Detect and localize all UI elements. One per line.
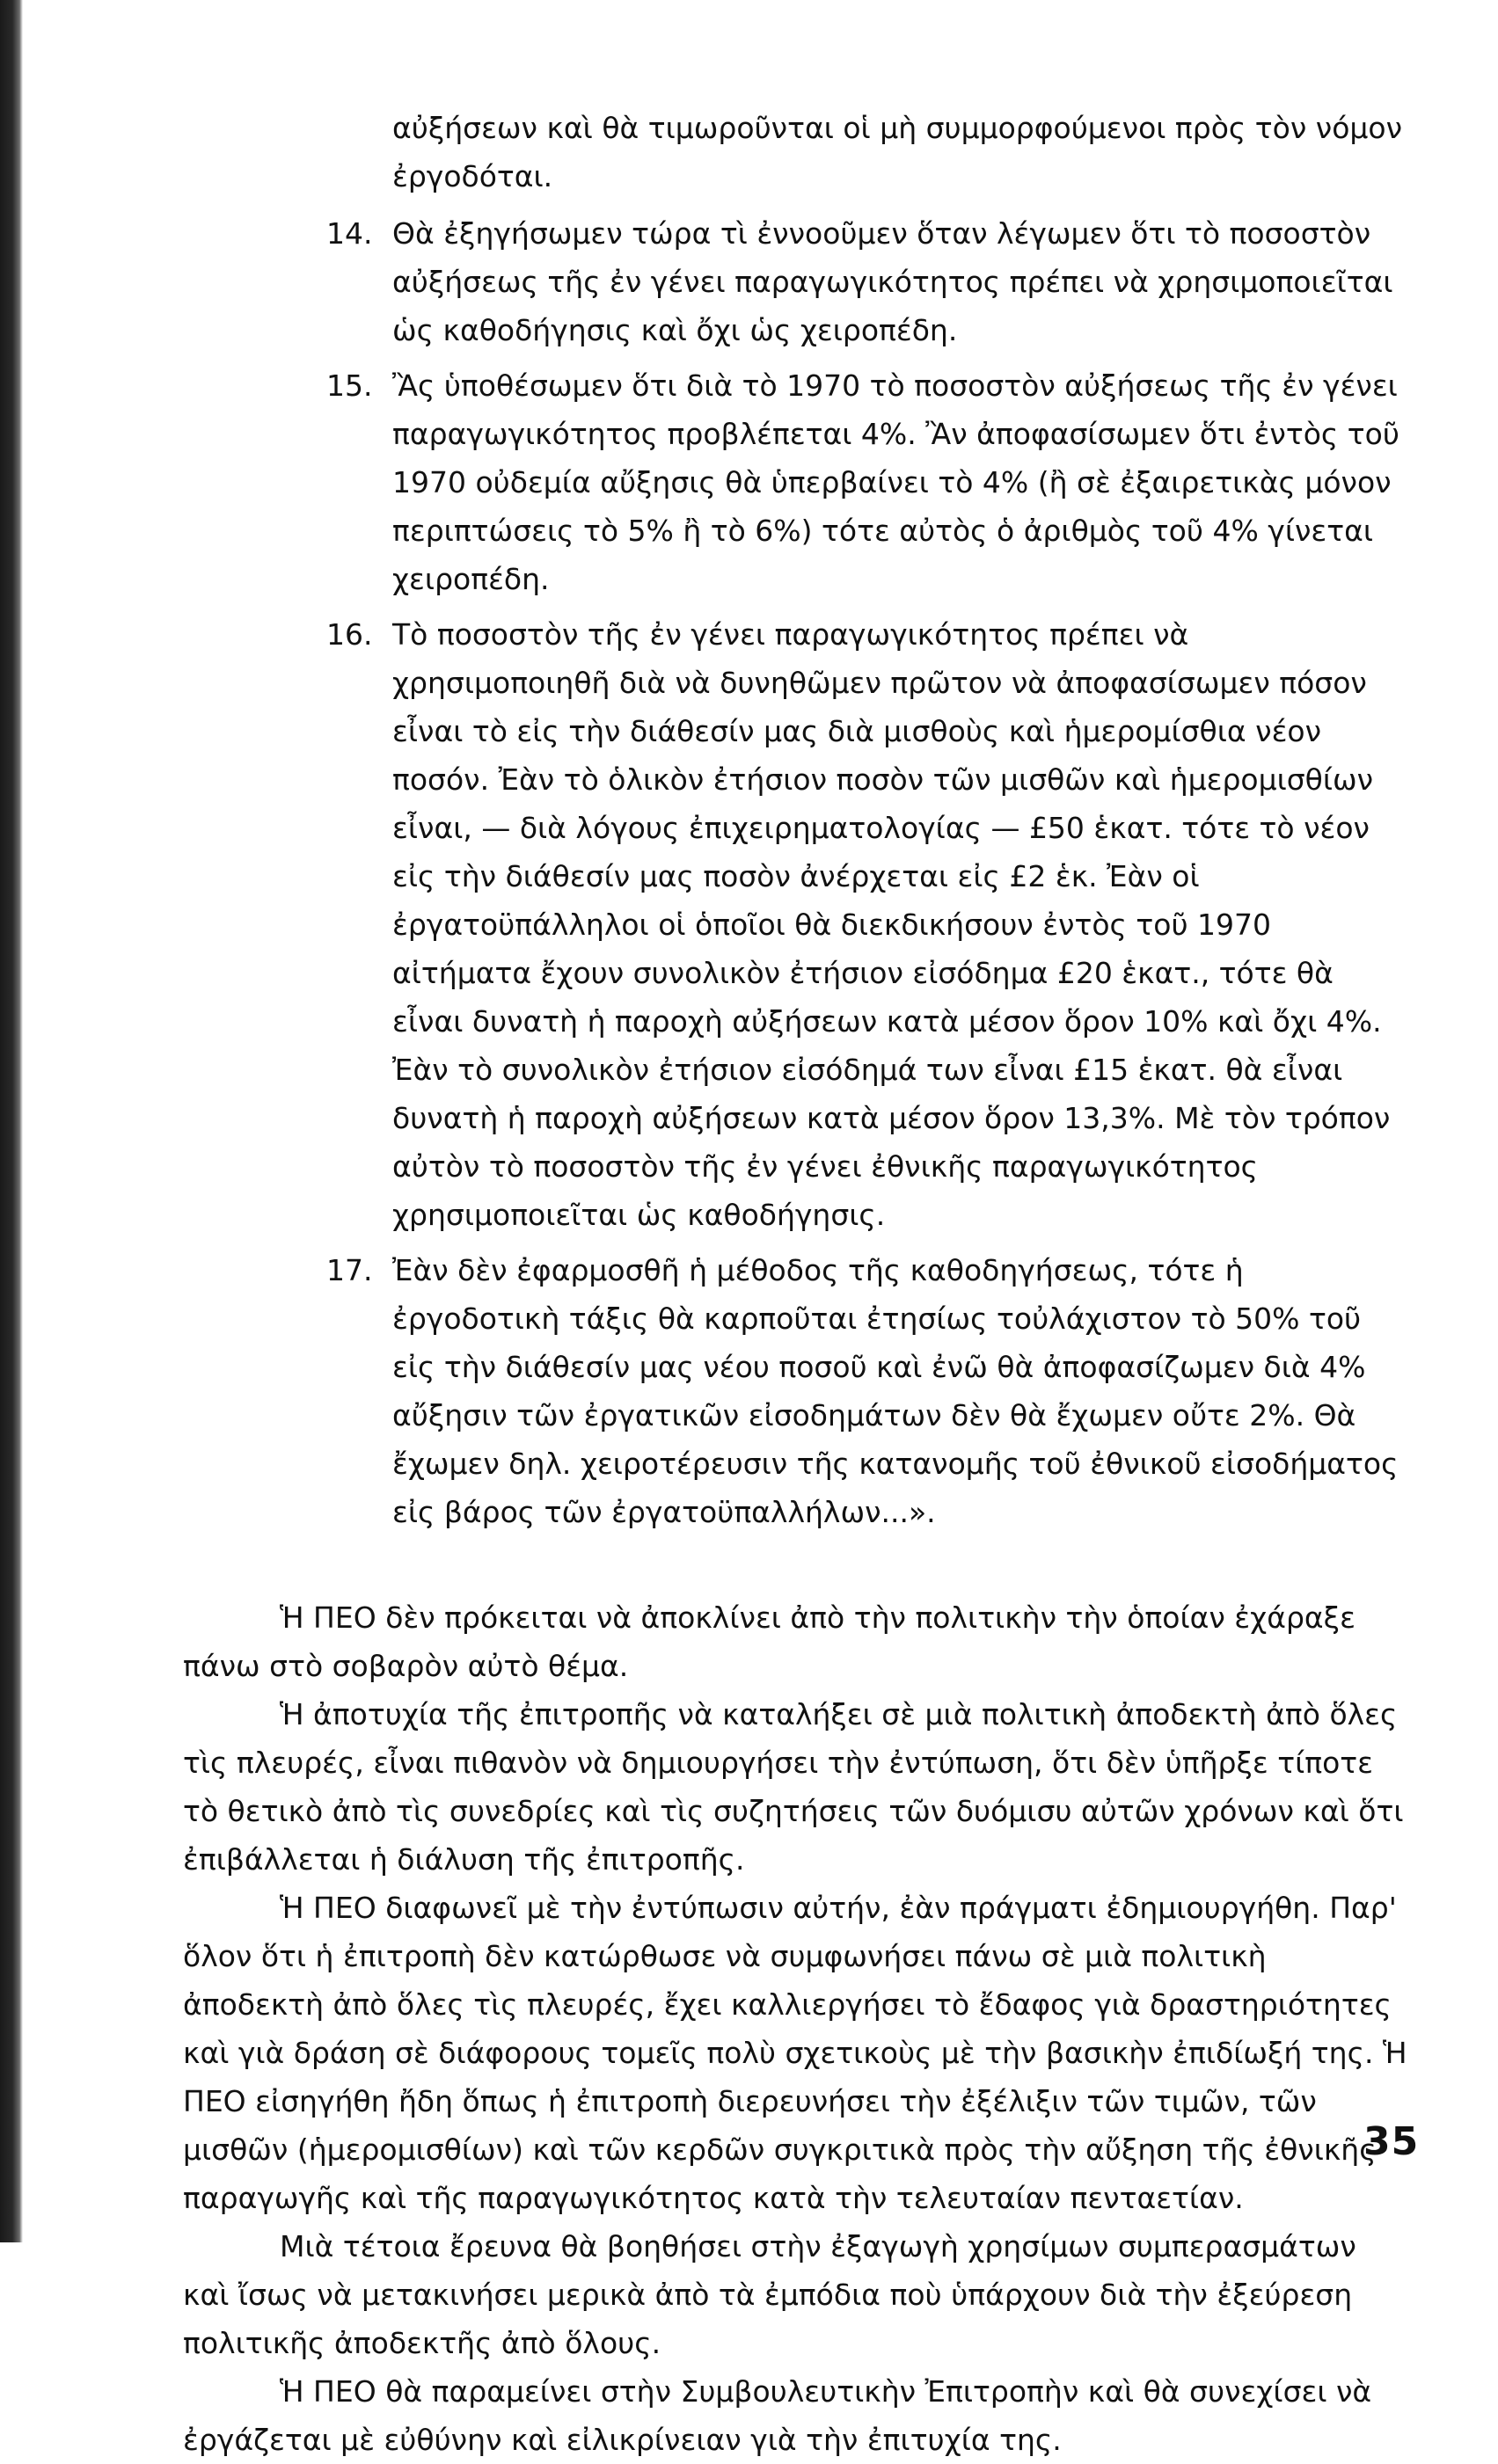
list-item-17 (326, 1246, 1409, 1536)
item-text: Θὰ ἐξηγήσωμεν τώρα τὶ ἐννοοῦμεν ὅταν λέγωμεν ὅτι τὸ ποσοστὸν αὐξήσεως τῆς ἐν γένει παραγωγικότητος πρέπει νὰ χρησιμοποιεῖται ὡς καθοδήγησις καὶ ὄχι ὡς χειροπέδη. (392, 216, 1393, 347)
continuation-paragraph: αὐξήσεων καὶ θὰ τιμωροῦνται οἱ μὴ συμμορφούμενοι πρὸς τὸν νόμον ἐργοδόται. (392, 111, 1403, 193)
body-paragraph: Ἡ ΠΕΟ δὲν πρόκειται νὰ ἀποκλίνει ἀπὸ τὴν πολιτικὴν τὴν ὁποίαν ἐχάραξε πάνω στὸ σοβαρὸν αὐτὸ θέμα. (183, 1600, 1356, 1683)
item-number: 15. (326, 368, 373, 403)
item-number: 17. (326, 1253, 373, 1287)
body-paragraph: Ἡ ΠΕΟ διαφωνεῖ μὲ τὴν ἐντύπωσιν αὐτήν, ἐὰν πράγματι ἐδημιουργήθη. Παρ' ὅλον ὅτι ἡ ἐπιτροπὴ δὲν κατώρθωσε νὰ συμφωνήσει πάνω σὲ μιὰ πολιτικὴ ἀποδεκτὴ ἀπὸ ὅλες τὶς πλευρές, ἔχει καλλιεργήσει τὸ ἔδαφος γιὰ δραστηριότητες καὶ γιὰ δράση σὲ διάφορους τομεῖς πολὺ σχετικοὺς μὲ τὴν βασικὴν ἐπιδίωξή της. Ἡ ΠΕΟ εἰσηγήθη ἤδη ὅπως ἡ ἐπιτροπὴ διερευνήσει τὴν ἐξέλιξιν τῶν τιμῶν, τῶν μισθῶν (ἡμερομισθίων) καὶ τῶν κερδῶν συγκριτικὰ πρὸς τὴν αὔξηση τῆς ἐθνικῆς παραγωγῆς καὶ τῆς παραγωγικότητος κατὰ τὴν τελευταίαν πενταετίαν. (183, 1891, 1407, 2215)
body-paragraph: Ἡ ἀποτυχία τῆς ἐπιτροπῆς νὰ καταλήξει σὲ μιὰ πολιτικὴ ἀποδεκτὴ ἀπὸ ὅλες τὶς πλευρές, εἶναι πιθανὸν νὰ δημιουργήσει τὴν ἐντύπωση, ὅτι δὲν ὑπῆρξε τίποτε τὸ θετικὸ ἀπὸ τὶς συνεδρίες καὶ τὶς συζητήσεις τῶν δυόμισυ αὐτῶν χρόνων καὶ ὅτι ἐπιβάλλεται ἡ διάλυση τῆς ἐπιτροπῆς. (183, 1697, 1404, 1877)
item-text: Τὸ ποσοστὸν τῆς ἐν γένει παραγωγικότητος πρέπει νὰ χρησιμοποιηθῆ διὰ νὰ δυνηθῶμεν πρῶτον νὰ ἀποφασίσωμεν πόσον εἶναι τὸ εἰς τὴν διάθεσίν μας διὰ μισθοὺς καὶ ἡμερομίσθια νέον ποσόν. Ἐὰν τὸ ὁλικὸν ἐτήσιον ποσὸν τῶν μισθῶν καὶ ἡμερομισθίων εἶναι, — διὰ λόγους ἐπιχειρηματολογίας — £50 ἑκατ. τότε τὸ νέον εἰς τὴν διάθεσίν μας ποσὸν ἀνέρχεται εἰς £2 ἑκ. Ἐὰν οἱ ἐργατοϋπάλληλοι οἱ ὁποῖοι θὰ διεκδικήσουν ἐντὸς τοῦ 1970 αἰτήματα ἔχουν συνολικὸν ἐτήσιον εἰσόδημα £20 ἑκατ., τότε θὰ εἶναι δυνατὴ ἡ παροχὴ αὐξήσεων κατὰ μέσον ὅρον 10% καὶ ὄχι 4%. Ἐὰν τὸ συνολικὸν ἐτήσιον εἰσόδημά των εἶναι £15 ἑκατ. θὰ εἶναι δυνατὴ ἡ παροχὴ αὐξήσεων κατὰ μέσον ὅρον 13,3%. Μὲ τὸν τρόπον αὐτὸν τὸ ποσοστὸν τῆς ἐν γένει ἐθνικῆς παραγωγικότητος χρησιμοποιεῖται ὡς καθοδήγησις. (392, 617, 1391, 1232)
item-text: Ἂς ὑποθέσωμεν ὅτι διὰ τὸ 1970 τὸ ποσοστὸν αὐξήσεως τῆς ἐν γένει παραγωγικότητος προβλέπεται 4%. Ἂν ἀποφασίσωμεν ὅτι ἐντὸς τοῦ 1970 οὐδεμία αὔξησις θὰ ὑπερβαίνει τὸ 4% (ἢ σὲ ἐξαιρετικὰς μόνον περιπτώσεις τὸ 5% ἢ τὸ 6%) τότε αὐτὸς ὁ ἀριθμὸς τοῦ 4% γίνεται χειροπέδη. (392, 368, 1399, 596)
numbered-list (183, 209, 1410, 1536)
list-item-16 (326, 610, 1409, 1239)
document-page (183, 104, 1410, 2464)
body-paragraph: Ἡ ΠΕΟ θὰ παραμείνει στὴν Συμβουλευτικὴν Ἐπιτροπὴν καὶ θὰ συνεχίσει νὰ ἐργάζεται μὲ εὐθύνην καὶ εἰλικρίνειαν γιὰ τὴν ἐπιτυχία της. (183, 2374, 1372, 2457)
page-number: 35 (1363, 2119, 1420, 2164)
list-item-14 (326, 209, 1409, 354)
item-text: Ἐὰν δὲν ἐφαρμοσθῆ ἡ μέθοδος τῆς καθοδηγήσεως, τότε ἡ ἐργοδοτικὴ τάξις θὰ καρποῦται ἐτησίως τοὐλάχιστον τὸ 50% τοῦ εἰς τὴν διάθεσίν μας νέου ποσοῦ καὶ ἐνῶ θὰ ἀποφασίζωμεν διὰ 4% αὔξησιν τῶν ἐργατικῶν εἰσοδημάτων δὲν θὰ ἔχωμεν οὔτε 2%. Θὰ ἔχωμεν δηλ. χειροτέρευσιν τῆς κατανομῆς τοῦ ἐθνικοῦ εἰσοδήματος εἰς βάρος τῶν ἐργατοϋπαλλήλων...». (392, 1253, 1399, 1529)
body-paragraph: Μιὰ τέτοια ἔρευνα θὰ βοηθήσει στὴν ἐξαγωγὴ χρησίμων συμπερασμάτων καὶ ἴσως νὰ μετακινήσει μερικὰ ἀπὸ τὰ ἐμπόδια ποὺ ὑπάρχουν διὰ τὴν ἐξεύρεση πολιτικῆς ἀποδεκτῆς ἀπὸ ὅλους. (183, 2229, 1356, 2360)
list-item-15 (326, 361, 1409, 603)
item-number: 16. (326, 617, 373, 652)
item-number: 14. (326, 216, 373, 251)
scan-dark-edge (0, 0, 23, 2242)
